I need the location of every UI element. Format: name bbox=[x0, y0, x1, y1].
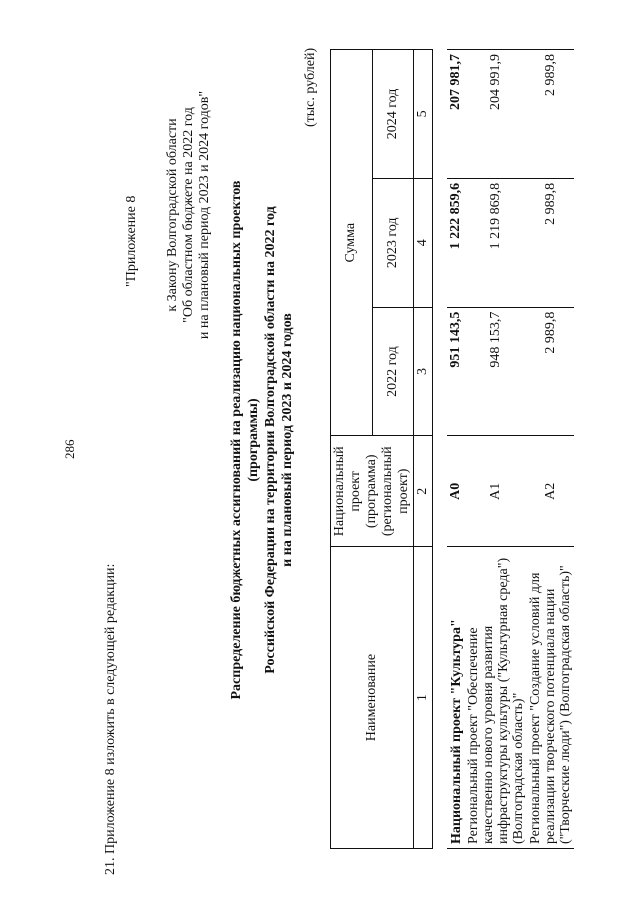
column-number: 3 bbox=[414, 307, 433, 436]
appendix-label: "Приложение 8 bbox=[124, 195, 139, 287]
title-line: Распределение бюджетных ассигнований на реализацию национальных проектов (программы) bbox=[229, 180, 261, 700]
title-line: Российской Федерации на территории Волгоградской области на 2022 год bbox=[263, 206, 278, 674]
row-name: Национальный проект "Культура" bbox=[447, 547, 465, 849]
row-value-2022: 951 143,5 bbox=[447, 307, 465, 436]
title-line: и на плановый период 2023 и 2024 годов bbox=[280, 313, 295, 567]
header-name: Наименование bbox=[331, 547, 414, 849]
document-title bbox=[228, 175, 296, 705]
row-code: A1 bbox=[465, 436, 527, 547]
row-value-2023: 2 989,8 bbox=[527, 178, 574, 307]
row-value-2023: 1 222 859,6 bbox=[447, 178, 465, 307]
column-number: 4 bbox=[414, 178, 433, 307]
law-reference-line: "Об областном бюджете на 2022 год bbox=[181, 107, 196, 323]
row-code: A2 bbox=[527, 436, 574, 547]
header-year-2023: 2023 год bbox=[372, 178, 414, 307]
law-reference bbox=[165, 65, 213, 365]
header-project: Национальный проект (программа) (региональный проект) bbox=[331, 436, 414, 547]
budget-table bbox=[330, 49, 574, 849]
table-row bbox=[527, 50, 574, 849]
row-name: Региональный проект "Создание условий для реализации творческого потенциала нации ("Творческие люди") (Волгоградская область)" bbox=[527, 547, 574, 849]
page-number: 286 bbox=[62, 439, 77, 459]
column-number: 2 bbox=[414, 436, 433, 547]
column-number: 5 bbox=[414, 50, 433, 179]
header-year-2022: 2022 год bbox=[372, 307, 414, 436]
row-code: A0 bbox=[447, 436, 465, 547]
law-reference-line: к Закону Волгоградской области bbox=[165, 118, 180, 312]
column-number: 1 bbox=[414, 547, 433, 849]
row-value-2024: 207 981,7 bbox=[447, 50, 465, 179]
header-year-2024: 2024 год bbox=[372, 50, 414, 179]
row-name: Региональный проект "Обеспечение качественно нового уровня развития инфраструктуры культуры ("Культурная среда") (Волгоградская область)" bbox=[465, 547, 527, 849]
row-value-2024: 204 991,9 bbox=[465, 50, 527, 179]
law-reference-line: и на плановый период 2023 и 2024 годов" bbox=[197, 90, 212, 340]
table-row bbox=[447, 50, 465, 849]
row-value-2023: 1 219 869,8 bbox=[465, 178, 527, 307]
row-value-2024: 2 989,8 bbox=[527, 50, 574, 179]
row-value-2022: 2 989,8 bbox=[527, 307, 574, 436]
header-sum: Сумма bbox=[331, 50, 373, 436]
units-label: (тыс. рублей) bbox=[303, 47, 318, 127]
table-row bbox=[465, 50, 527, 849]
intro-text: 21. Приложение 8 изложить в следующей редакции: bbox=[103, 563, 118, 875]
row-value-2022: 948 153,7 bbox=[465, 307, 527, 436]
